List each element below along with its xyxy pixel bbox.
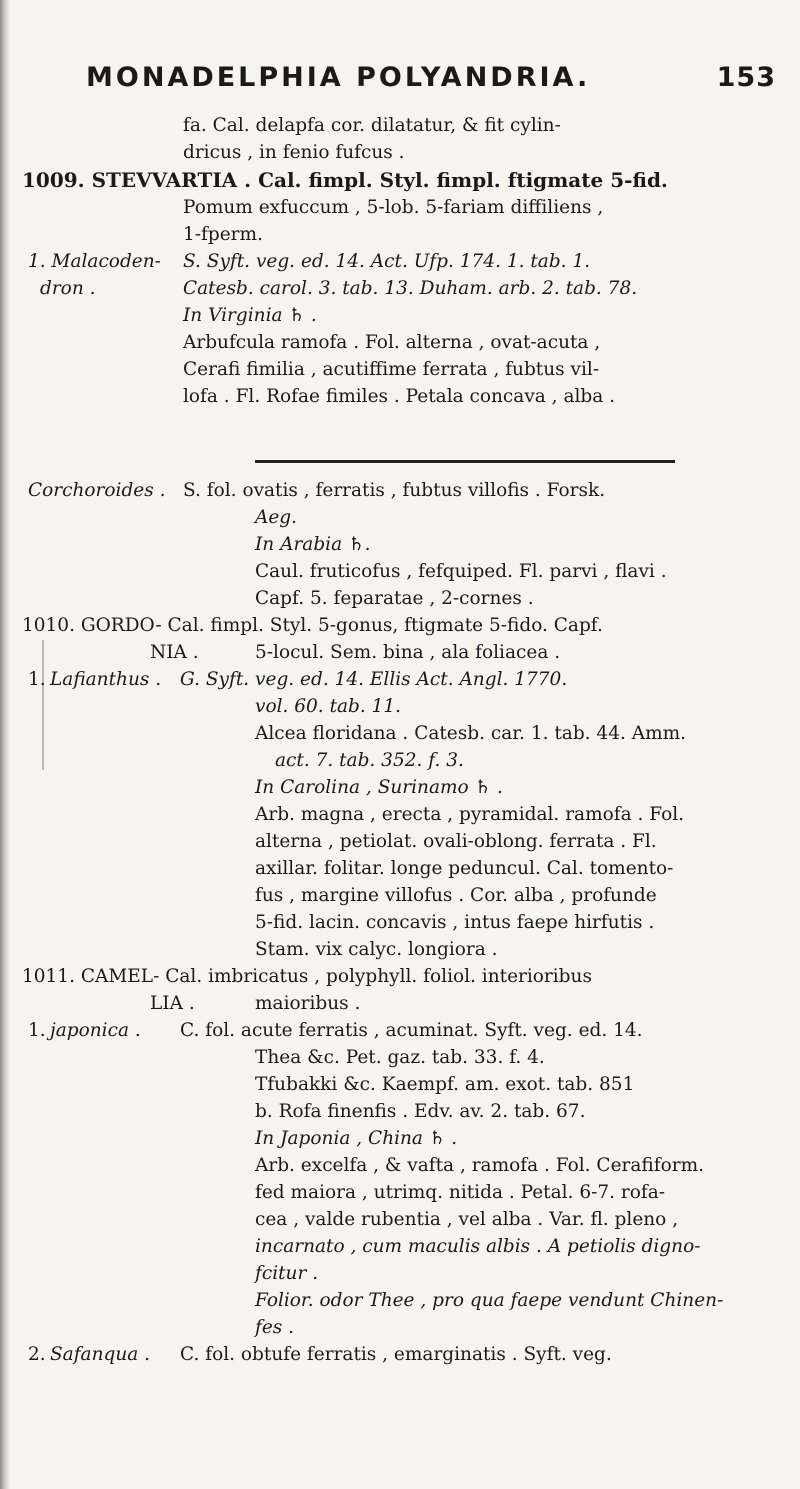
text-line: Catesb. carol. 3. tab. 13. Duham. arb. 2. tab. 78. [183,278,638,299]
text-line: alterna , petiolat. ovali-oblong. ferrata . Fl. [255,831,657,852]
text-line: Arb. excelfa , & vafta , ramofa . Fol. Cerafiform. [255,1155,704,1176]
text-line: G. Syft. veg. ed. 14. Ellis Act. Angl. 1770. [180,669,568,690]
text-line: lofa . Fl. Rofae fimiles . Petala concava , alba . [183,386,616,407]
divider-rule [255,460,675,463]
text-line: In Japonia , China ♄ . [255,1128,458,1149]
species-number: 1. [28,669,46,690]
text-line: Capf. 5. feparatae , 2-cornes . [255,588,534,609]
species-label: Corchoroides . [28,480,166,501]
text-line: Caul. fruticofus , fefquiped. Fl. parvi , flavi . [255,561,667,582]
species-number: 1. [28,1020,46,1041]
text-line: vol. 60. tab. 11. [255,696,402,717]
text-line: act. 7. tab. 352. f. 3. [275,750,464,771]
species-number: 2. [28,1344,46,1365]
text-line: Cerafi fimilia , acutiffime ferrata , fubtus vil- [183,359,600,380]
text-line: fus , margine villofus . Cor. alba , profunde [255,885,657,906]
species-label: japonica . [50,1020,141,1041]
text-line: C. fol. obtufe ferratis , emarginatis . Syft. veg. [180,1344,612,1365]
text-line: axillar. folitar. longe peduncul. Cal. tomento- [255,858,674,879]
text-line: Thea &c. Pet. gaz. tab. 33. f. 4. [255,1047,545,1068]
page-edge-shadow [0,0,10,1489]
text-line: S. Syft. veg. ed. 14. Act. Ufp. 174. 1. tab. 1. [183,251,591,272]
text-line: In Carolina , Surinamo ♄ . [255,777,503,798]
text-line: Alcea floridana . Catesb. car. 1. tab. 44. Amm. [255,723,687,744]
text-line: cea , valde rubentia , vel alba . Var. fl. pleno , [255,1209,679,1230]
text-line: S. fol. ovatis , ferratis , fubtus villofis . Forsk. [183,480,606,501]
text-line: Pomum exfuccum , 5-lob. 5-fariam diffiliens , [183,197,604,218]
genus-heading: NIA . [150,642,199,663]
species-label: Lafianthus . [50,669,162,690]
text-line: maioribus . [255,993,361,1014]
species-label: Safanqua . [50,1344,151,1365]
text-line: In Virginia ♄ . [183,305,317,326]
genus-heading: 1011. CAMEL- Cal. imbricatus , polyphyll. foliol. interioribus [22,966,592,987]
text-line: b. Rofa finenfis . Edv. av. 2. tab. 67. [255,1101,586,1122]
text-line: Stam. vix calyc. longiora . [255,939,498,960]
text-line: dricus , in fenio fufcus . [183,142,405,163]
text-line: 5-fid. lacin. concavis , intus faepe hirfutis . [255,912,655,933]
genus-heading: 1009. STEVVARTIA . Cal. fimpl. Styl. fimpl. ftigmate 5-fid. [22,168,668,192]
text-line: Tfubakki &c. Kaempf. am. exot. tab. 851 [255,1074,635,1095]
text-line: Arb. magna , erecta , pyramidal. ramofa . Fol. [255,804,685,825]
text-line: Aeg. [255,507,298,528]
text-line: fa. Cal. delapfa cor. dilatatur, & fit cylin- [183,115,561,136]
genus-heading: LIA . [150,993,195,1014]
margin-mark [42,640,44,770]
text-line: Folior. odor Thee , pro qua faepe vendunt Chinen- [255,1290,724,1311]
text-line: C. fol. acute ferratis , acuminat. Syft. veg. ed. 14. [180,1020,643,1041]
species-label: dron . [40,278,96,299]
text-line: 1-fperm. [183,224,263,245]
text-line: fes . [255,1317,295,1338]
text-line: In Arabia ♄. [255,534,371,555]
species-label: 1. Malacoden- [28,251,161,272]
text-line: Arbufcula ramofa . Fol. alterna , ovat-acuta , [183,332,601,353]
text-line: fcitur . [255,1263,319,1284]
header-title: MONADELPHIA POLYANDRIA. [86,62,591,93]
text-line: incarnato , cum maculis albis . A petiolis digno- [255,1236,701,1257]
running-header [86,62,776,102]
page-number: 153 [716,62,776,93]
genus-heading: 1010. GORDO- Cal. fimpl. Styl. 5-gonus, ftigmate 5-fido. Capf. [22,615,603,636]
text-line: 5-locul. Sem. bina , ala foliacea . [255,642,561,663]
text-line: fed maiora , utrimq. nitida . Petal. 6-7. rofa- [255,1182,665,1203]
